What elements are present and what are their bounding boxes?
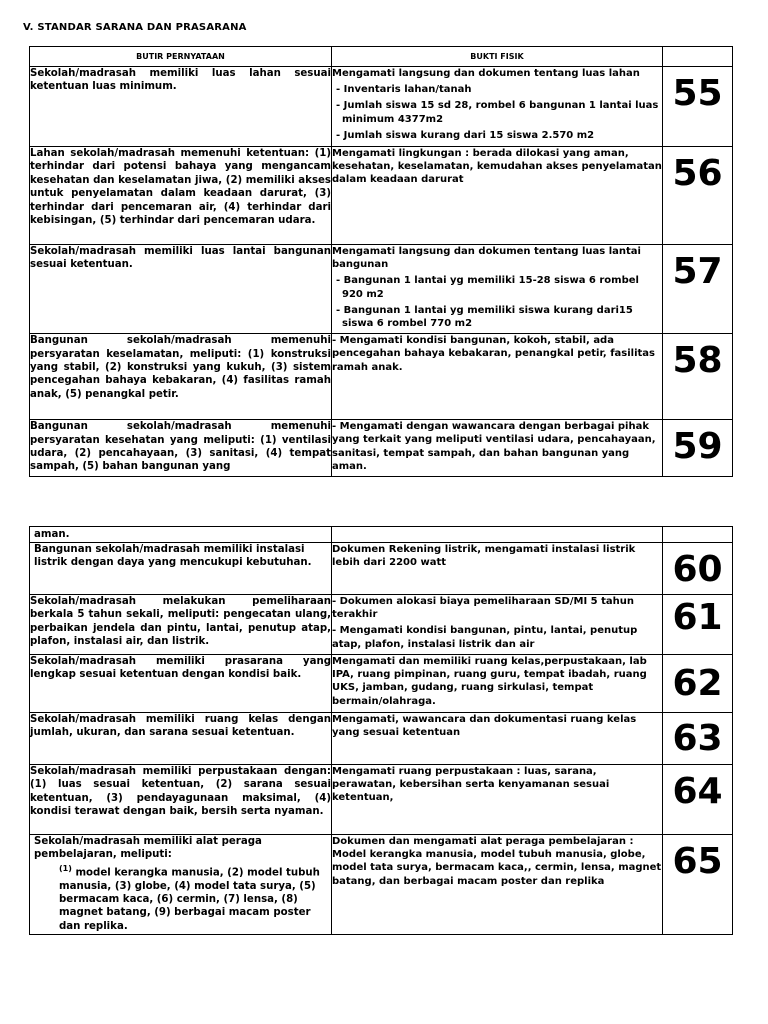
evidence-cell <box>332 713 663 765</box>
table-row-58 <box>30 334 733 420</box>
statement-cell: Sekolah/madrasah memiliki perpustakaan dengan: (1) luas sesuai ketentuan, (2) sarana sesuai ketentuan, (3) pendayagunaan maksimal, (4) kondisi terawat dengan baik, bersih serta nyaman. <box>30 765 332 835</box>
statement-cell: Sekolah/madrasah memiliki luas lahan sesuai ketentuan luas minimum. <box>30 67 332 147</box>
evidence-line: Mengamati ruang perpustakaan : luas, sarana, perawatan, kebersihan serta kenyamanan sesuai ketentuan, <box>332 766 610 804</box>
evidence-line: Mengamati langsung dan dokumen tentang luas lahan <box>332 68 640 79</box>
header-bukti-fisik: BUKTI FISIK <box>332 47 663 67</box>
item-number: 59 <box>663 420 733 477</box>
evidence-cell <box>332 67 663 147</box>
statement-cell: Lahan sekolah/madrasah memenuhi ketentuan: (1) terhindar dari potensi bahaya yang mengancam kesehatan dan keselamatan jiwa, (2) memiliki akses untuk penyelamatan dalam keadaan darurat, (3) terhindar dari pencemaran air, (4) terhindar dari kebisingan, (5) terhindar dari pencemaran udara. <box>30 147 332 245</box>
header-row <box>30 47 733 67</box>
table-row-60 <box>30 543 733 595</box>
statement-cell: Sekolah/madrasah memiliki prasarana yang lengkap sesuai ketentuan dengan kondisi baik. <box>30 655 332 713</box>
statement-cell: Bangunan sekolah/madrasah memiliki instalasi listrik dengan daya yang mencukupi kebutuhan. <box>30 543 332 595</box>
checklist-table-page-1 <box>29 46 733 477</box>
statement-cell: Sekolah/madrasah memiliki ruang kelas dengan jumlah, ukuran, dan sarana sesuai ketentuan. <box>30 713 332 765</box>
evidence-line: Dokumen dan mengamati alat peraga pembelajaran : Model kerangka manusia, model tubuh manusia, globe, model tata surya, bermacam kaca,, cermin, lensa, magnet batang, dan berbagai macam poster dan replika <box>332 836 662 887</box>
item-number: 58 <box>663 334 733 420</box>
evidence-line: - Bangunan 1 lantai yg memiliki siswa kurang dari15 siswa 6 rombel 770 m2 <box>336 304 633 330</box>
evidence-line: - Jumlah siswa 15 sd 28, rombel 6 bangunan 1 lantai luas minimum 4377m2 <box>336 100 659 125</box>
statement-cell: Bangunan sekolah/madrasah memenuhi persyaratan kesehatan yang meliputi: (1) ventilasi udara, (2) pencahayaan, (3) sanitasi, (4) tempat sampah, (5) bahan bangunan yang <box>30 420 332 477</box>
empty-cell <box>332 527 663 543</box>
section-title: V. STANDAR SARANA DAN PRASARANA <box>23 22 247 33</box>
item-number: 55 <box>663 67 733 147</box>
evidence-cell <box>332 765 663 835</box>
table-row-64 <box>30 765 733 835</box>
statement-sublist <box>34 862 331 933</box>
statement-cell: Sekolah/madrasah melakukan pemeliharaan berkala 5 tahun sekali, meliputi: pengecatan ulang, perbaikan jendela dan pintu, lantai, penutup atap, plafon, instalasi air, dan listrik. <box>30 595 332 655</box>
evidence-cell <box>332 334 663 420</box>
table-row-55 <box>30 67 733 147</box>
evidence-line: - Inventaris lahan/tanah <box>336 84 472 96</box>
evidence-line: - Mengamati kondisi bangunan, pintu, lantai, penutup atap, plafon, instalasi listrik dan air <box>332 625 638 650</box>
evidence-line: - Dokumen alokasi biaya pemeliharaan SD/MI 5 tahun terakhir <box>332 596 634 621</box>
evidence-line: - Mengamati dengan wawancara dengan berbagai pihak yang terkait yang meliputi ventilasi udara, pencahayaan, sanitasi, tempat sampah, dan bahan bangunan yang aman. <box>332 421 656 472</box>
evidence-line: Mengamati dan memiliki ruang kelas,perpustakaan, lab IPA, ruang pimpinan, ruang guru, tempat ibadah, ruang UKS, jamban, gudang, ruang sirkulasi, tempat bermain/olahraga. <box>332 656 647 707</box>
item-number: 60 <box>663 543 733 595</box>
evidence-line: - Jumlah siswa kurang dari 15 siswa 2.570 m2 <box>336 129 595 141</box>
continuation-row <box>30 527 733 543</box>
evidence-line: Dokumen Rekening listrik, mengamati instalasi listrik lebih dari 2200 watt <box>332 544 636 569</box>
table-row-61 <box>30 595 733 655</box>
statement-cell: Sekolah/madrasah memiliki luas lantai bangunan sesuai ketentuan. <box>30 245 332 334</box>
item-number: 63 <box>663 713 733 765</box>
checklist-table-page-2 <box>29 526 733 935</box>
evidence-line: Mengamati, wawancara dan dokumentasi ruang kelas yang sesuai ketentuan <box>332 714 637 739</box>
item-number: 62 <box>663 655 733 713</box>
evidence-cell <box>332 543 663 595</box>
evidence-cell <box>332 147 663 245</box>
item-number: 64 <box>663 765 733 835</box>
evidence-cell <box>332 420 663 477</box>
continuation-text: aman. <box>30 527 332 543</box>
evidence-line: Mengamati langsung dan dokumen tentang luas lantai bangunan <box>332 246 641 271</box>
sublist-marker: (1) <box>59 863 72 873</box>
sublist-text: model kerangka manusia, (2) model tubuh manusia, (3) globe, (4) model tata surya, (5) bermacam kaca, (6) cermin, (7) lensa, (8) magnet batang, (9) berbagai macam poster dan replika. <box>59 867 320 932</box>
table-row-62 <box>30 655 733 713</box>
evidence-cell <box>332 245 663 334</box>
statement-cell: Bangunan sekolah/madrasah memenuhi persyaratan keselamatan, meliputi: (1) konstruksi yang stabil, (2) konstruksi yang kukuh, (3) sistem pencegahan bahaya kebakaran, (4) fasilitas ramah anak, (5) penangkal petir. <box>30 334 332 420</box>
evidence-cell <box>332 595 663 655</box>
item-number: 61 <box>663 595 733 655</box>
item-number: 57 <box>663 245 733 334</box>
table-row-56 <box>30 147 733 245</box>
statement-intro: Sekolah/madrasah memiliki alat peraga pembelajaran, meliputi: <box>34 836 262 861</box>
item-number: 56 <box>663 147 733 245</box>
empty-cell <box>663 527 733 543</box>
table-row-65 <box>30 835 733 935</box>
table-row-57 <box>30 245 733 334</box>
evidence-cell <box>332 655 663 713</box>
header-number <box>663 47 733 67</box>
table-row-63 <box>30 713 733 765</box>
evidence-line: - Mengamati kondisi bangunan, kokoh, stabil, ada pencegahan bahaya kebakaran, penangkal petir, fasilitas ramah anak. <box>332 335 656 373</box>
evidence-line: Mengamati lingkungan : berada dilokasi yang aman, kesehatan, keselamatan, kemudahan akses penyelamatan dalam keadaan darurat <box>332 148 662 186</box>
statement-cell <box>30 835 332 935</box>
evidence-cell <box>332 835 663 935</box>
evidence-line: - Bangunan 1 lantai yg memiliki 15-28 siswa 6 rombel 920 m2 <box>336 275 639 300</box>
table-row-59 <box>30 420 733 477</box>
item-number: 65 <box>663 835 733 935</box>
header-butir-pernyataan: BUTIR PERNYATAAN <box>30 47 332 67</box>
